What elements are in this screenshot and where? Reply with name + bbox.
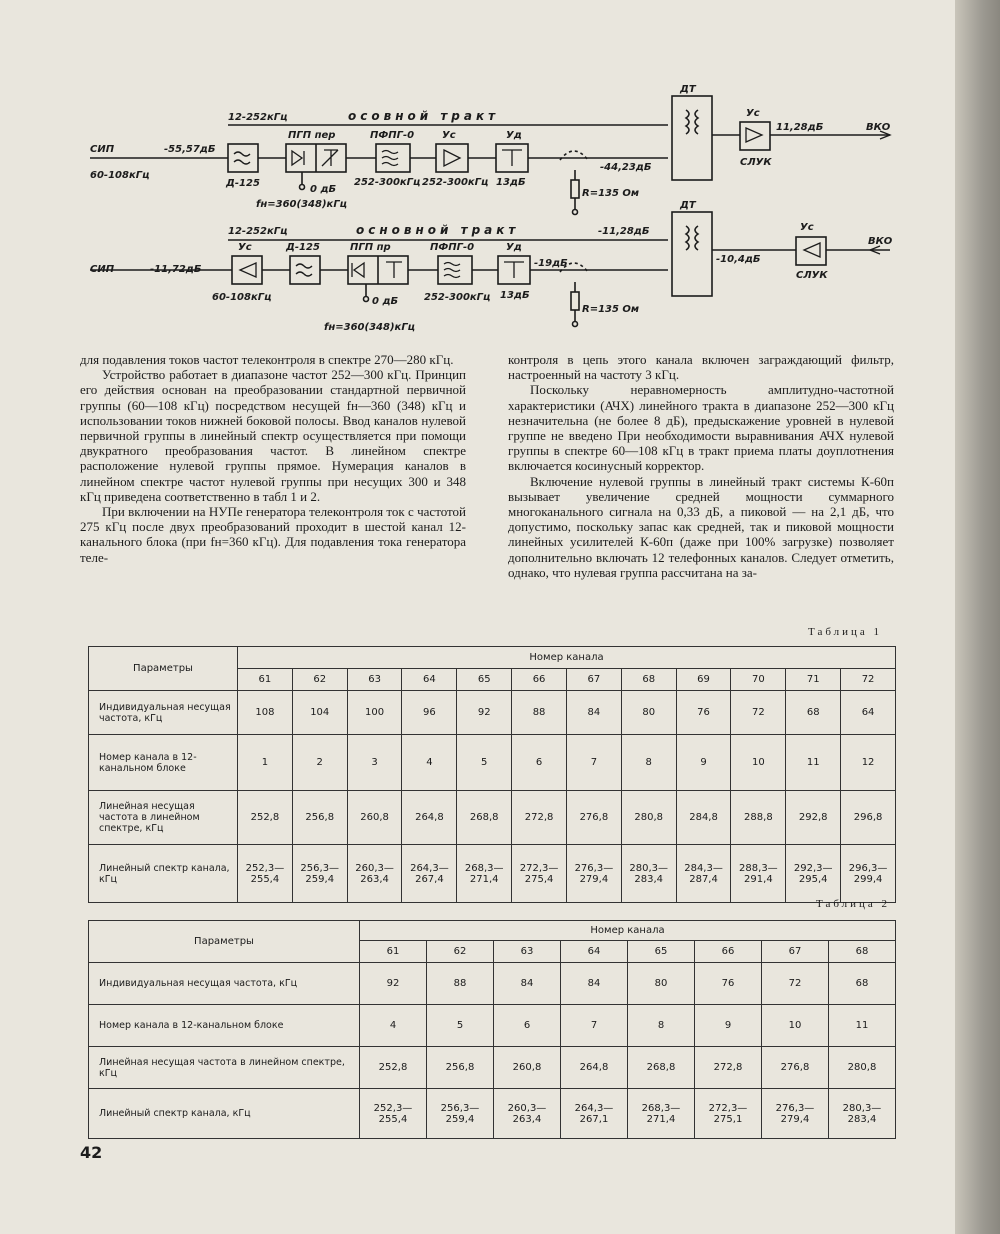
top-level-out: -44,23дБ — [600, 162, 652, 173]
bottom-band: 12-252кГц — [228, 226, 288, 237]
row-label: Линейный спектр канала, кГц — [89, 1089, 360, 1139]
table-cell: 268,3—271,4 — [457, 845, 512, 903]
bottom-sluk: СЛУК — [796, 270, 828, 281]
channel-header: 63 — [494, 941, 561, 963]
table-cell: 6 — [494, 1005, 561, 1047]
bottom-pgp-f: fн=360(348)кГц — [324, 322, 416, 333]
table-row — [89, 1005, 896, 1047]
channel-header: 64 — [561, 941, 628, 963]
table-cell: 6 — [512, 735, 567, 791]
table-cell: 84 — [566, 691, 621, 735]
table-cell: 7 — [561, 1005, 628, 1047]
table-cell: 288,3—291,4 — [731, 845, 786, 903]
table-cell: 92 — [360, 963, 427, 1005]
top-pgp-level: 0 дБ — [310, 184, 337, 195]
amp-us-top — [436, 144, 468, 172]
top-pfpg: ПФПГ-0 — [370, 130, 415, 141]
row-label: Индивидуальная несущая частота, кГц — [89, 963, 360, 1005]
table-cell: 104 — [292, 691, 347, 735]
table-cell: 260,3—263,4 — [494, 1089, 561, 1139]
table1-param-header: Параметры — [89, 647, 238, 691]
table-cell: 252,3—255,4 — [360, 1089, 427, 1139]
table-cell: 288,8 — [731, 791, 786, 845]
table-2 — [88, 920, 896, 1139]
table-cell: 276,3—279,4 — [762, 1089, 829, 1139]
table-cell: 256,3—259,4 — [292, 845, 347, 903]
table-cell: 280,8 — [829, 1047, 896, 1089]
channel-header: 63 — [347, 669, 402, 691]
table-cell: 68 — [786, 691, 841, 735]
channel-header: 68 — [829, 941, 896, 963]
table-cell: 8 — [621, 735, 676, 791]
top-pgp-f: fн=360(348)кГц — [256, 199, 348, 210]
channel-header: 64 — [402, 669, 457, 691]
table-cell: 268,8 — [457, 791, 512, 845]
table2-param-header: Параметры — [89, 921, 360, 963]
table-row — [89, 735, 896, 791]
table-cell: 108 — [238, 691, 293, 735]
filter-pfpg-top — [376, 144, 410, 172]
table-row — [89, 1047, 896, 1089]
amp-us-out-top — [740, 122, 770, 150]
page-number: 42 — [80, 1143, 103, 1162]
bottom-d125: Д-125 — [286, 242, 320, 253]
table-cell: 272,3—275,1 — [695, 1089, 762, 1139]
bottom-ud: Уд — [506, 242, 522, 253]
table-cell: 64 — [841, 691, 896, 735]
table-row — [89, 845, 896, 903]
bottom-us: Ус — [238, 242, 252, 253]
top-pfpg-band: 252-300кГц — [354, 177, 421, 188]
text-column-right — [508, 352, 894, 580]
top-ud: Уд — [506, 130, 522, 141]
paragraph: Устройство работает в диапазоне частот 252—300 кГц. Принцип его действия основан на преобразовании стандартной первичной группы (60—108 кГц) посредством несущей fн—360 (348) кГц и использовании токов нижней боковой полосы. Ввод каналов нулевой первичной группы в линейный спектр осуществляется при помощи двукратного преобразования частот. В линейном спектре расположение нулевой группы прямое. Нумерация каналов в линейном спектре частот нулевой группы при несущих 300 и 348 кГц приведена соответственно в табл 1 и 2. — [80, 367, 466, 504]
table-cell: 88 — [427, 963, 494, 1005]
table1-group-header: Номер канала — [238, 647, 896, 669]
channel-header: 65 — [628, 941, 695, 963]
diff-transformer-top — [672, 96, 712, 180]
table-cell: 256,3—259,4 — [427, 1089, 494, 1139]
table-cell: 268,8 — [628, 1047, 695, 1089]
table-cell: 252,8 — [360, 1047, 427, 1089]
filter-d125-bottom — [290, 256, 320, 284]
table-cell: 84 — [561, 963, 628, 1005]
table-cell: 260,8 — [347, 791, 402, 845]
table-cell: 12 — [841, 735, 896, 791]
table-cell: 8 — [628, 1005, 695, 1047]
diff-transformer-bottom — [672, 212, 712, 296]
top-pgp: ПГП пер — [288, 130, 336, 141]
row-label: Индивидуальная несущая частота, кГц — [89, 691, 238, 735]
table-cell: 264,8 — [561, 1047, 628, 1089]
paragraph: Поскольку неравномерность амплитудно-частотной характеристики (АЧХ) линейного тракта в диапазоне 252—300 кГц незначительна (не более 8 дБ), предыскажение уровней в нулевой группе не введено При необходимости выравнивания АЧХ нулевой группы в спектре 60—108 кГц в тракт приема платы доуплотнения включается косинусный корректор. — [508, 382, 894, 474]
bottom-level-top: -11,28дБ — [598, 226, 650, 237]
table-cell: 100 — [347, 691, 402, 735]
bottom-us-band: 60-108кГц — [212, 292, 272, 303]
paragraph: Включение нулевой группы в линейный тракт системы К-60п вызывает увеличение средней мощности суммарного многоканального сигнала на 0,33 дБ, а пиковой — на 2,1 дБ, что допустимо, поскольку запас как средней, так и пиковой мощности линейных усилителей К-60п (даже при 100% загрузке) позволяет дополнительно включать 12 телефонных каналов. Следует отметить, однако, что нулевая группа рассчитана на за- — [508, 473, 894, 580]
book-spine-shadow — [955, 0, 1000, 1234]
table-cell: 292,3—295,4 — [786, 845, 841, 903]
channel-header: 67 — [566, 669, 621, 691]
table-cell: 76 — [676, 691, 731, 735]
table-cell: 284,3—287,4 — [676, 845, 731, 903]
filter-pfpg-bottom — [438, 256, 472, 284]
bottom-pgp: ПГП пр — [350, 242, 391, 253]
paragraph: При включении на НУПе генератора телеконтроля ток с частотой 275 кГц после двух преобразований проходит в шестой канал 12-канального блока (при fн=360 кГц). Для подавления тока генератора теле- — [80, 504, 466, 565]
bottom-input: СИП — [90, 264, 115, 275]
channel-header: 62 — [427, 941, 494, 963]
top-level-in: -55,57дБ — [164, 144, 216, 155]
paragraph: контроля в цепь этого канала включен заграждающий фильтр, настроенный на частоту 3 кГц. — [508, 352, 894, 383]
bottom-dt: ДТ — [680, 200, 696, 211]
table-cell: 5 — [457, 735, 512, 791]
channel-header: 61 — [238, 669, 293, 691]
table-cell: 264,3—267,4 — [402, 845, 457, 903]
table-cell: 276,8 — [762, 1047, 829, 1089]
table-cell: 68 — [829, 963, 896, 1005]
paragraph: для подавления токов частот телеконтроля в спектре 270—280 кГц. — [80, 352, 454, 367]
table-cell: 72 — [762, 963, 829, 1005]
table-cell: 76 — [695, 963, 762, 1005]
bottom-pfpg-band: 252-300кГц — [424, 292, 491, 303]
top-amp-level: 11,28дБ — [776, 122, 824, 133]
row-label: Номер канала в 12-канальном блоке — [89, 735, 238, 791]
table-cell: 88 — [512, 691, 567, 735]
channel-header: 70 — [731, 669, 786, 691]
amp-us-out-bottom — [796, 237, 826, 265]
table-cell: 264,8 — [402, 791, 457, 845]
amp-us-bottom — [232, 256, 262, 284]
top-d125: Д-125 — [226, 178, 260, 189]
bottom-tract: основной тракт — [356, 223, 520, 237]
bottom-level-ud: -19дБ — [534, 258, 568, 269]
top-sluk: СЛУК — [740, 157, 772, 168]
channel-header: 67 — [762, 941, 829, 963]
channel-header: 71 — [786, 669, 841, 691]
table-row — [89, 691, 896, 735]
table-cell: 256,8 — [427, 1047, 494, 1089]
filter-d125-top — [228, 144, 258, 172]
table-cell: 272,8 — [695, 1047, 762, 1089]
table-cell: 276,8 — [566, 791, 621, 845]
table-cell: 260,3—263,4 — [347, 845, 402, 903]
table-cell: 96 — [402, 691, 457, 735]
table-cell: 260,8 — [494, 1047, 561, 1089]
top-out: ВКО — [866, 122, 891, 133]
channel-header: 66 — [512, 669, 567, 691]
bottom-amp: Ус — [800, 222, 814, 233]
table-cell: 272,8 — [512, 791, 567, 845]
table-cell: 5 — [427, 1005, 494, 1047]
channel-header: 69 — [676, 669, 731, 691]
table-cell: 10 — [731, 735, 786, 791]
table-cell: 264,3—267,1 — [561, 1089, 628, 1139]
table-row — [89, 1089, 896, 1139]
top-dt: ДТ — [680, 84, 696, 95]
table-cell: 292,8 — [786, 791, 841, 845]
bottom-level-in: -11,72дБ — [150, 264, 202, 275]
bottom-pfpg: ПФПГ-0 — [430, 242, 475, 253]
table-cell: 280,3—283,4 — [621, 845, 676, 903]
table-cell: 280,3—283,4 — [829, 1089, 896, 1139]
top-band: 12-252кГц — [228, 112, 288, 123]
table-cell: 7 — [566, 735, 621, 791]
top-us-band: 252-300кГц — [422, 177, 489, 188]
top-amp: Ус — [746, 108, 760, 119]
row-label: Линейная несущая частота в линейном спектре, кГц — [89, 1047, 360, 1089]
channel-header: 61 — [360, 941, 427, 963]
table-cell: 272,3—275,4 — [512, 845, 567, 903]
table-cell: 9 — [695, 1005, 762, 1047]
table-cell: 252,3—255,4 — [238, 845, 293, 903]
table-cell: 3 — [347, 735, 402, 791]
table2-group-header: Номер канала — [360, 921, 896, 941]
table-cell: 4 — [402, 735, 457, 791]
table-cell: 10 — [762, 1005, 829, 1047]
bottom-pgp-level: 0 дБ — [372, 296, 399, 307]
table-cell: 80 — [628, 963, 695, 1005]
channel-header: 72 — [841, 669, 896, 691]
table-cell: 284,8 — [676, 791, 731, 845]
block-diagram — [0, 0, 955, 345]
table2-caption: Таблица 2 — [816, 898, 891, 910]
table-cell: 2 — [292, 735, 347, 791]
table-row — [89, 963, 896, 1005]
row-label: Номер канала в 12-канальном блоке — [89, 1005, 360, 1047]
table-cell: 11 — [829, 1005, 896, 1047]
table-cell: 268,3—271,4 — [628, 1089, 695, 1139]
top-input: СИП — [90, 144, 115, 155]
top-us: Ус — [442, 130, 456, 141]
table-cell: 296,3—299,4 — [841, 845, 896, 903]
table-cell: 1 — [238, 735, 293, 791]
table-cell: 80 — [621, 691, 676, 735]
bottom-ud-level: 13дБ — [500, 290, 530, 301]
table-cell: 4 — [360, 1005, 427, 1047]
top-input-band: 60-108кГц — [90, 170, 150, 181]
table-cell: 84 — [494, 963, 561, 1005]
table-cell: 276,3—279,4 — [566, 845, 621, 903]
table-cell: 252,8 — [238, 791, 293, 845]
channel-header: 62 — [292, 669, 347, 691]
channel-header: 68 — [621, 669, 676, 691]
table-1 — [88, 646, 896, 903]
table-cell: 296,8 — [841, 791, 896, 845]
table-cell: 280,8 — [621, 791, 676, 845]
bottom-level-dt: -10,4дБ — [716, 254, 761, 265]
table-cell: 11 — [786, 735, 841, 791]
top-ud-level: 13дБ — [496, 177, 526, 188]
table-row — [89, 791, 896, 845]
table-cell: 256,8 — [292, 791, 347, 845]
top-tract: осовной тракт — [348, 109, 500, 123]
channel-header: 65 — [457, 669, 512, 691]
table1-caption: Таблица 1 — [808, 626, 883, 638]
row-label: Линейная несущая частота в линейном спектре, кГц — [89, 791, 238, 845]
table-cell: 92 — [457, 691, 512, 735]
channel-header: 66 — [695, 941, 762, 963]
table-cell: 72 — [731, 691, 786, 735]
bottom-res: R=135 Ом — [582, 304, 640, 315]
row-label: Линейный спектр канала, кГц — [89, 845, 238, 903]
bottom-out: ВКО — [868, 236, 893, 247]
text-column-left — [80, 352, 466, 565]
top-res: R=135 Ом — [582, 188, 640, 199]
table-cell: 9 — [676, 735, 731, 791]
